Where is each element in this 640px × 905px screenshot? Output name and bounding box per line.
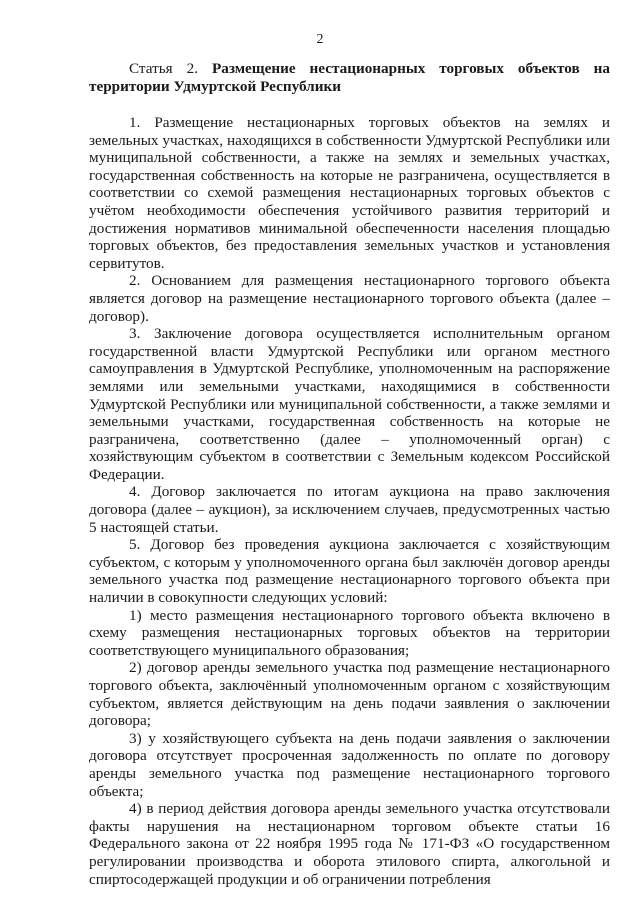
paragraph-3: 3. Заключение договора осуществляется исполнительным органом государственной власти Удмуртской Республики или органом местного самоуправления в Удмуртской Республике, уполномоченным на распоряжение землями или земельными участками, находящимися в собственности Удмуртской Республики или муниципальной собственности, а также землями и земельными участками, государственная собственность на которые не разграничена, соответственно (далее – уполномоченный орган) с хозяйствующим субъектом в соответствии с Земельным кодексом Российской Федерации. [89,325,610,483]
condition-3: 3) у хозяйствующего субъекта на день подачи заявления о заключении договора отсутствует просроченная задолженность по оплате по договору аренды земельного участка под размещение нестационарного торгового объекта; [89,729,610,800]
page-number: 2 [316,32,324,47]
article-title: Размещение нестационарных торговых объектов на территории Удмуртской Республики [89,60,611,95]
paragraph-4: 4. Договор заключается по итогам аукциона на право заключения договора (далее – аукцион), за исключением случаев, предусмотренных частью 5 настоящей статьи. [89,483,610,536]
article-label: Статья 2. [129,60,198,77]
paragraph-2: 2. Основанием для размещения нестационарного торгового объекта является договор на размещение нестационарного торгового объекта (далее – договор). [89,272,610,325]
document-body [89,60,610,888]
article-heading [89,60,610,96]
condition-2: 2) договор аренды земельного участка под размещение нестационарного торгового объекта, заключённый уполномоченным органом с хозяйствующим субъектом, является действующим на день подачи заявления о заключении договора; [89,659,610,730]
condition-4: 4) в период действия договора аренды земельного участка отсутствовали факты нарушения на нестационарном торговом объекте статьи 16 Федерального закона от 22 ноября 1995 года № 171-ФЗ «О государственном регулировании производства и оборота этилового спирта, алкогольной и спиртосодержащей продукции и об ограничении потребления [89,800,610,888]
paragraph-1: 1. Размещение нестационарных торговых объектов на землях и земельных участках, находящихся в собственности Удмуртской Республики или муниципальной собственности, а также на землях и земельных участках, государственная собственность на которые не разграничена, осуществляется в соответствии со схемой размещения нестационарных торговых объектов с учётом необходимости обеспечения устойчивого развития территорий и достижения нормативов минимальной обеспеченности населения площадью торговых объектов, без предоставления земельных участков и установления сервитутов. [89,114,610,272]
condition-1: 1) место размещения нестационарного торгового объекта включено в схему размещения нестационарных торговых объектов на территории соответствующего муниципального образования; [89,606,610,659]
paragraph-5: 5. Договор без проведения аукциона заключается с хозяйствующим субъектом, с которым у уполномоченного органа был заключён договор аренды земельного участка под размещение нестационарного торгового объекта при наличии в совокупности следующих условий: [89,536,610,607]
